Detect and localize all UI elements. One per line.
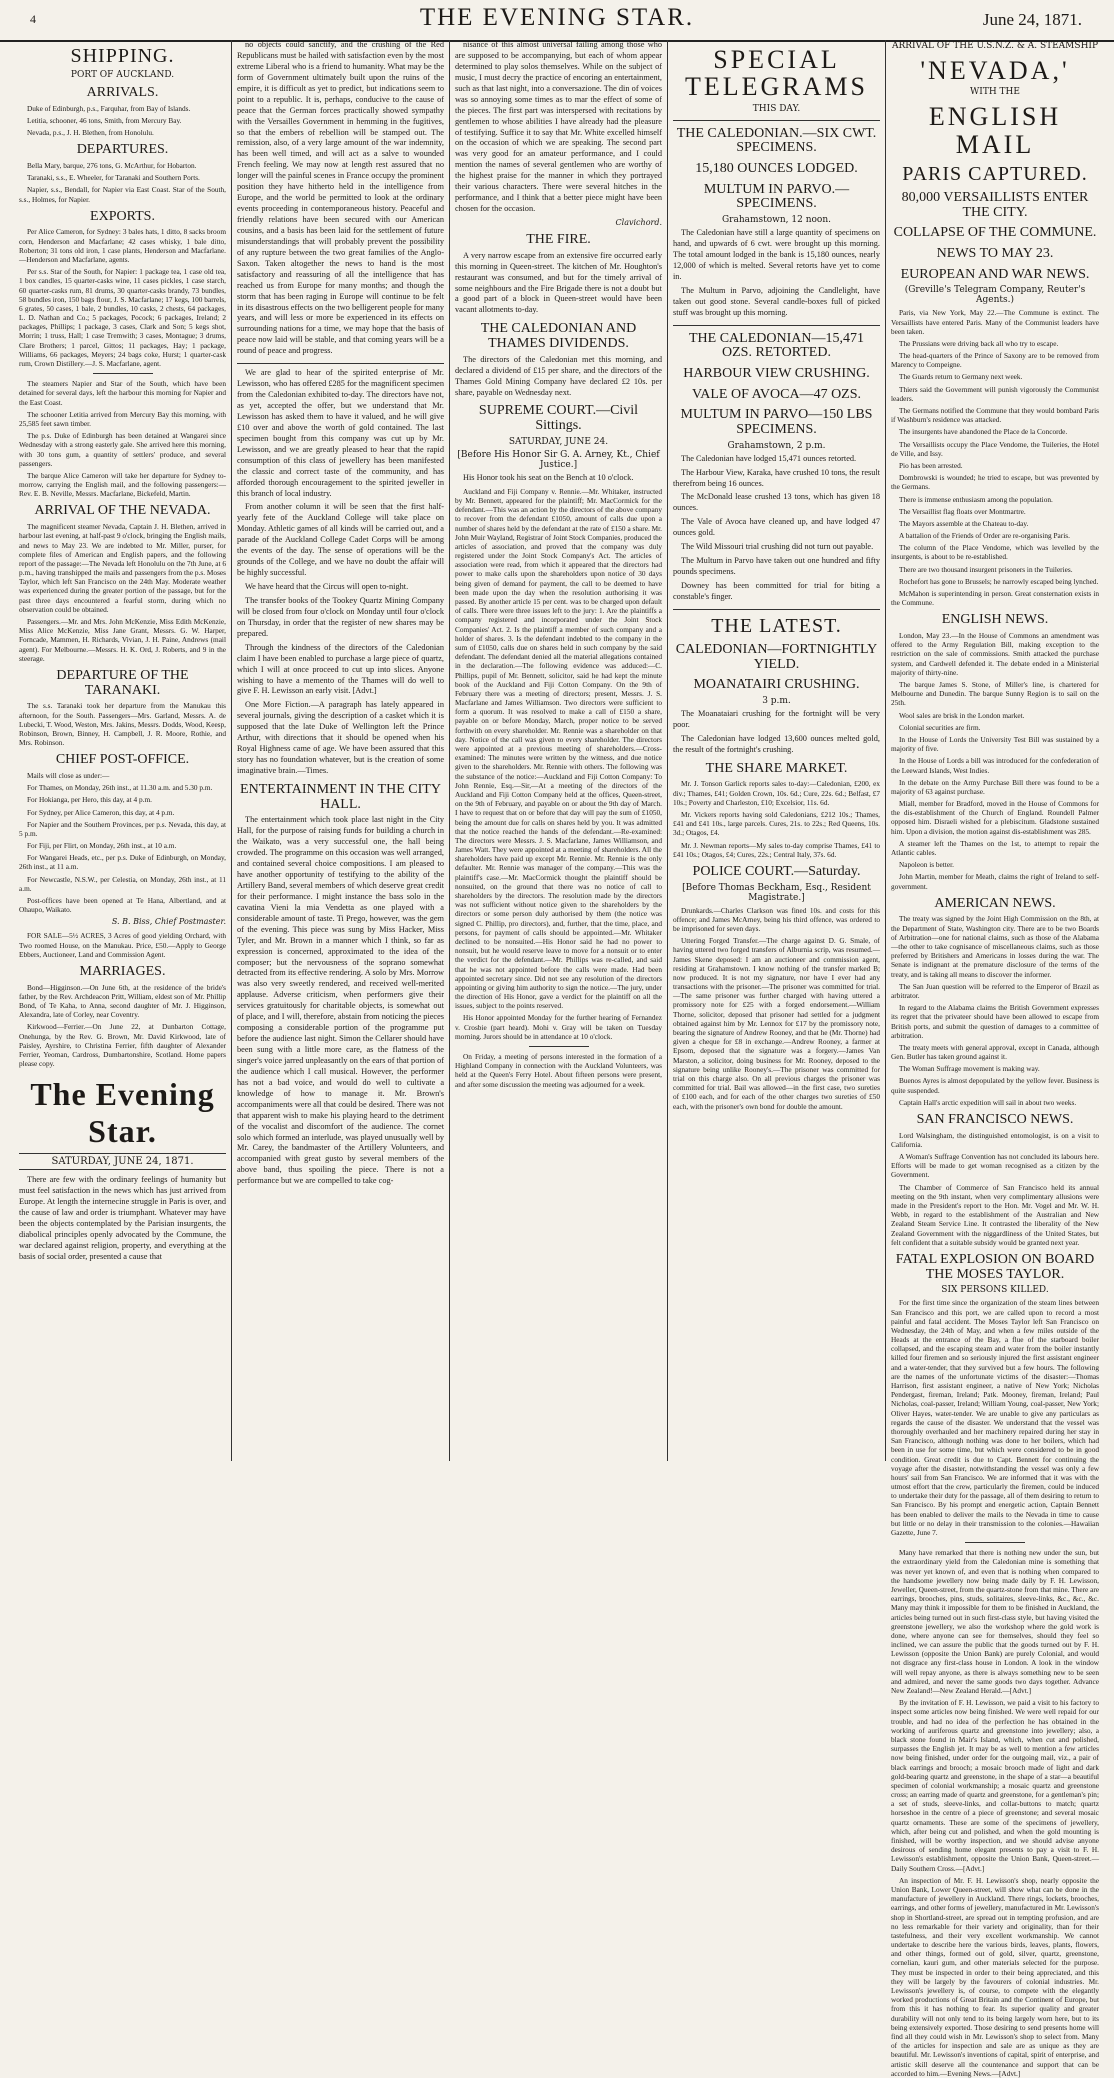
columns <box>14 40 1104 2078</box>
column-3 <box>450 40 668 1461</box>
section-heading: SAN FRANCISCO NEWS. <box>916 1112 1074 1128</box>
article-paragraph: We have heard that the Circus will open to-night. <box>245 582 409 591</box>
article-paragraph: Wool sales are brisk in the London market. <box>899 710 1025 720</box>
section-heading: MOANATAIRI CRUSHING. <box>693 677 860 693</box>
article-paragraph: Bella Mary, barque, 276 tons, G. McArthur, for Hobarton. <box>27 160 197 170</box>
section-heading: AMERICAN NEWS. <box>934 895 1056 911</box>
article-paragraph: The treaty meets with general approval, except in Canada, although Gen. Butler has taken ground against it. <box>891 1042 1099 1062</box>
section-heading: MARRIAGES. <box>79 963 166 979</box>
section-heading: ARRIVAL OF THE NEVADA. <box>34 503 211 519</box>
section-heading: THE CALEDONIAN AND THAMES DIVIDENDS. <box>480 321 637 351</box>
article-paragraph: Auckland and Fiji Company v. Rennie.—Mr. Whitaker, instructed by Mr. Bennett, appeared for the plaintiff; Mr. MacCormick for the defendant.—This was an action by the directors of the above company to recover from the defendant £1050, amount of calls due upon a number of shares held by the defendant at the rate of £150 a share. Mr. John Muir Wayland, Registrar of Joint Stock Companies, produced the articles of association, and proved that the company was duly registered under the Joint Stock Company's Act. The articles of association were read, from which it appeared that the directors had power to make calls upon the shareholders upon notice of 30 days being given of demand for payment, the call to be deemed to have been made upon the day when the resolution authorising it was passed. By another article 15 per cent. was to be charged upon default of calls. There were three issues left to the jury: 1. Are the plaintiffs a company registered and incorporated under the Joint Stock Companies' Act. 2. Is the plaintiff a member of such company and a holder of shares. 3. Is the defendant indebted to the company in the sum of £1050, calls due on shares held in such company by the said defendant. The defendant denied all the material allegations contained in the declaration.—The following evidence was adduced:—C. Phillips, pupil of Mr. Bennett, solicitor, said he had kept the minute book of the Auckland and Fiji Cotton Company. On the 9th of February there was a meeting of directors; present, Messrs. J. S. Macfarlane and James Williamson. Two directors were sufficient to form a quorum. It was resolved to make a call of £150 a share, payable on or before Monday, March, proper notice to be served forthwith on every shareholder. Mr. Rennie was a shareholder on that day. Notice of the call was given to every shareholder. The directors were appointed at a previous meeting of shareholders.—Cross-examined: The minutes were written by the witness, and due notice given to the shareholders. Mr. Rennie with others. The following was the substance of the notice:—Auckland and Fiji Cotton Company: To John Rennie, Esq.—Sir,—At a meeting of the directors of the Auckland and Fiji Cotton Company held at the offices, Queen-street, on the 9th of February, and payable on or about the 9th day of March. I have to request that on or before that day will pay the sum of £1050, being the amount due for calls on shares held by you. It was admitted that the notice reached the hands of the defendant.—Re-examined: The directors were Messrs. J. S. Macfarlane, James Williamson, and James Watt. They were appointed at a meeting of shareholders. All the shareholders have paid up except Mr. Rennie. Mr. Rennie is the only defaulter. Mr. Rennie was manager of the company.—This was the plaintiff's case.—Mr. MacCormick thought the plaintiff should be nonsuited, on the ground that there was no notice of call to shareholders by the directors. The resolution made by the directors was not sufficient without notice given to the shareholders by the directors or some person duly authorised by them (the notice was signed C. Phillip, pro directors), and, further, that the time, place, and persons, for payment of calls should be appointed.—Mr. Whitaker declined to be nonsuited.—His Honor said he had no power to nonsuit, but he would reserve leave to move for a nonsuit or to enter the verdict for the defendant.—Mr. Phillips was re-called, and said that he was not appointed before the calls were made. Had been appointed secretary since. Did not see any resolution of the directors appointing or giving him authority to sign the notice.—The jury, under the direction of His Honor, gave a verdict for the plaintiff on all the issues, subject to the points reserved. <box>455 486 662 1011</box>
article-paragraph: Letitia, schooner, 46 tons, Smith, from Mercury Bay. <box>27 115 182 125</box>
article-paragraph: There are few with the ordinary feelings of humanity but must feel satisfaction in the news which has just arrived from Europe. At length the internecine struggle in Paris is over, and the cause of law and order is triumphant. Whatever may have been the objects contemplated by the Parisian insurgents, the diabolical principles openly advocated by the Commune, the war declared against religion, property, and everything at the basis of social order, presented a cause that <box>19 1175 226 1261</box>
article-paragraph: Rochefort has gone to Brussels; he narrowly escaped being lynched. <box>899 576 1099 586</box>
article-paragraph: The Woman Suffrage movement is making way. <box>899 1064 1040 1074</box>
article-paragraph: His Honor took his seat on the Bench at 10 o'clock. <box>463 472 634 482</box>
article-paragraph: The barque James S. Stone, of Miller's line, is chartered for Melbourne and Dunedin. The barque Sunny Region is to sail on the 25th. <box>891 680 1099 708</box>
masthead <box>0 0 1114 42</box>
article-paragraph: The Versaillists occupy the Place Vendome, the Tuileries, the Hotel de Ville, and Issy. <box>891 439 1099 458</box>
article-paragraph: The San Juan question will be referred to the Emperor of Brazil as arbitrator. <box>891 981 1099 1000</box>
issue-date: June 24, 1871. <box>982 10 1082 29</box>
article-paragraph: We are glad to hear of the spirited enterprise of Mr. Lewisson, who has offered £285 for the magnificent specimen from the Caledonian exhibited to-day. The directors have not, as yet, accepted the offer, but we understand that Mr. Lewisson has asked them to have it valued, and he will give £10 over and above the worth of gold contained. The last specimen bought from this company was cut up by Mr. Lewisson, and we are greatly pleased to hear that the rapid consumption of this class of jewellery has been manifested the classic and correct taste of the community, and has afforded thorough encouragement to the spirited jeweller in this branch of local industry. <box>237 368 444 498</box>
article-paragraph: On Friday, a meeting of persons interested in the formation of a Highland Company in connection with the Auckland Volunteers, was held at the Queen's Ferry Hotel. About fifteen persons were present, and after some discussion the meeting was adjourned for a week. <box>455 1052 662 1089</box>
article-paragraph: Lord Walsingham, the distinguished entomologist, is on a visit to California. <box>891 1130 1099 1149</box>
subheading: SIX PERSONS KILLED. <box>941 1285 1049 1296</box>
article-paragraph: no objects could sanctify, and the crushing of the Red Republicans must be hailed with satisfaction even by the most extreme Liberal who is a friend to humanity. What may be the form of Government ultimately built upon the ruins of the empire, it is difficult as yet to predict, but indications seem to point to a republic. It is, perhaps, conducive to the cause of peace that the German forces practically showed sympathy with the Versailles Government in hemming in the fugitives, so that the embers of rebellion will be stamped out. The remission, also, of a very large amount of the war indemnity, has been well timed, and will act as a salve to wounded French feeling. We may now at length rest assured that no longer will the painful scenes in France occupy the prominent position they have hitherto held in the intelligence from Europe, and the world be permitted to look at the ordinary events proceeding in contemporaneous history. Peaceful and friendly relations have been secured with our American cousins, and a basis has been laid for the settlement of future misunderstandings that will probably prevent the possibility of any rupture between the two great families of the Anglo-Saxon. Taken altogether the news to hand is the most satisfactory and reassuring of all the intelligence that has reached us from Europe for many months; and though the storm that has been raging in Europe will continue to be felt in its disastrous effects on the two belligerent people for many years, and will less or more be experienced in its effects on surrounding nations for a time, we may hope that the basis of peace now laid will be stable, and that coming years will be a round of peace and progress. <box>237 40 444 356</box>
column-4 <box>668 40 886 1461</box>
article-paragraph: There is immense enthusiasm among the population. <box>899 494 1053 504</box>
article-paragraph: Nevada, p.s., J. H. Blethen, from Honolulu. <box>27 128 154 138</box>
article-paragraph: FOR SALE—5½ ACRES, 3 Acres of good yielding Orchard, with Two roomed House, on the Manukau. Price, £50.—Apply to George Ebbers, Auctioneer, Land and Commission Agent. <box>19 931 226 959</box>
section-heading: MULTUM IN PARVO—150 LBS SPECIMENS. <box>680 407 873 437</box>
subheading: [Before Thomas Beckham, Esq., Resident Magistrate.] <box>682 882 871 903</box>
subheading: THIS DAY. <box>752 103 801 114</box>
article-paragraph: For Fiji, per Flirt, on Monday, 26th inst., at 10 a.m. <box>27 841 177 851</box>
section-heading: CALEDONIAN—FORTNIGHTLY YIELD. <box>675 641 878 672</box>
article-paragraph: Paris, via New York, May 22.—The Commune is extinct. The Versaillists have entered Paris. Many of the Communist leaders have been taken. <box>891 308 1099 336</box>
article-paragraph: The schooner Letitia arrived from Mercury Bay this morning, with 25,585 feet sawn timber. <box>19 409 226 428</box>
article-paragraph: An inspection of Mr. F. H. Lewisson's shop, nearly opposite the Union Bank, Lower Queen-street, will show what can be done in the manufacture of jewellery in Auckland. There rings, lockets, brooches, earrings, and other forms of jewellery, manufactured in Mr. Lewisson's shop in Shortland-street, are spread out in tempting profusion, and are no less remarkable for their variety and originality, than for their tastefulness, and their very excellent workmanship. We cannot undertake to describe here the various birds, leaves, plants, flowers, and other things, formed out of gold, silver, quartz, greenstone, cornelian, kauri gum, and other materials selected for the purpose. They must be inspected in order to their being appreciated, and this they will be largely by the favourers of colonial industries. Mr. Lewisson's jewellery is, of course, to compete with the elegantly worked productions of Great Britain and the Continent of Europe, but from this it has nothing to fear. Its superior quality and greater durability will not only tend to its being largely worn here, but to its being extensively exported. Those desiring to send presents home will find all they could wish in Mr. Lewisson's shop to select from. Many of the articles for inspection and sale are as unique as they are beautiful. Mr. Lewisson's inventions of capital, spirit of enterprise, and artistic skill deserve all the countenance and support that can be accorded to him.—Evening News.—[Advt.] <box>891 1875 1099 2078</box>
article-paragraph: Post-offices have been opened at Te Hana, Albertland, and at Ohaupo, Waikato. <box>19 896 226 915</box>
article-paragraph: A very narrow escape from an extensive fire occurred early this morning in Queen-street. The kitchen of Mr. Houghton's restaurant was consumed, and but for the timely arrival of some neighbours and the Fire Brigade there is not a doubt but a good part of a block in Queen-street would have been vacant allotments to-day. <box>455 250 662 315</box>
article-paragraph: The Multum in Parvo have taken out one hundred and fifty pounds specimens. <box>673 556 880 577</box>
paper-nameplate: The Evening Star. <box>30 1076 215 1150</box>
subheading: Grahamstown, 2 p.m. <box>727 440 826 451</box>
article-paragraph: Miall, member for Bradford, moved in the House of Commons for the dis-establishment of the Church of England. Roundell Palmer opposed him. Disraeli wished for a plebiscitum. Gladstone sustained him. Upon a division, the motion against dis-establishment was 285. <box>891 799 1099 836</box>
section-heading: THE FIRE. <box>526 232 591 247</box>
signature: S. B. Biss, Chief Postmaster. <box>111 917 226 927</box>
article-paragraph: Drunkards.—Charles Clarkson was fined 10s. and costs for this offence; and James McArney, being his third offence, was ordered to be imprisoned for seven days. <box>673 905 880 933</box>
column-1 <box>14 40 232 1461</box>
article-paragraph: Uttering Forged Transfer.—The charge against D. G. Smale, of having uttered two forged transfers of Alburnia scrip, was resumed.—James Skene deposed: I am an auctioneer and commission agent, residing at Grahamstown. I know nothing of the transfer marked B; now produced. It is not my signature, nor have I ever had any transactions with the prisoner.—The prisoner was committed for trial.—The same prisoner was further charged with having uttered a promissory note for £25 with a forged endorsement.—William Thorne, solicitor, deposed that prisoner had settled for a judgment obtained against him by Mr. Lennox for £17 by the promissory note, bearing the signature of Andrew Rooney, and that he (Mr. Thorne) had given a cheque for £8 in exchange.—Andrew Rooney, a farmer at Epsom, deposed that the signature was a forgery.—James Van Marston, a solicitor, doing business for Mr. Rooney, deposed to the signature being unlike Rooney's.—The prisoner was committed for trial on this charge also. On all previous charges the prisoner was committed for trial. Bail was allowed—in the first case, two sureties of £100 each, and for each of the other charges two sureties of £50 each, with the prisoner's own bond for double the amount. <box>673 936 880 1111</box>
article-paragraph: The Vale of Avoca have cleaned up, and have lodged 47 ounces gold. <box>673 517 880 538</box>
section-heading: ENGLISH NEWS. <box>941 612 1049 628</box>
subheading: PORT OF AUCKLAND. <box>70 70 175 80</box>
subheading: [Before His Honor Sir G. A. Arney, Kt., Chief Justice.] <box>457 449 660 470</box>
section-heading: SPECIAL TELEGRAMS <box>685 45 868 102</box>
section-rule <box>93 373 153 374</box>
article-paragraph: In the House of Lords a bill was introduced for the confederation of the Leeward Islands, West Indies. <box>891 756 1099 775</box>
section-heading: VALE OF AVOCA—47 OZS. <box>691 386 862 402</box>
column-6-continuation <box>891 1113 1099 2078</box>
section-heading: POLICE COURT.—Saturday. <box>692 863 861 879</box>
subheading: WITH THE <box>970 87 1020 98</box>
article-paragraph: nisance of this almost universal failing among those who are supposed to be accompanying, but each of whom appear determined to play solos themselves. While on the subject of music, I must decry the practice of encoring an entertainment, such as that last night, into a conversazione. The din of voices was so annoying some times as to mar the effect of some of the pieces. The first part was interspersed with recitations by gentlemen to whose abilities I have already had the pleasure of testifying. Suffice it to say that Mr. White excelled himself on the occasion of which we are speaking. The second part was very good for an amateur performance, and I could mention the names of several gentlemen who are worthy of the highest praise for the manner in which they portrayed their various characters. There were several hitches in the performance, and I think that a better piece might have been chosen for the occasion. <box>455 40 662 214</box>
section-rule <box>673 609 880 610</box>
article-paragraph: Mr. J. Tonson Garlick reports sales to-day:—Caledonian, £200, ex div.; Thames, £41; Golden Crown, 10s. 6d.; Cure, 22s. 6d.; Belfast, £7 10s.; Poverty and Charleston, £10; Excelsior, 11s. 6d. <box>673 779 880 807</box>
section-rule <box>529 1046 589 1047</box>
article-paragraph: The McDonald lease crushed 13 tons, which has given 18 ounces. <box>673 492 880 513</box>
article-paragraph: The Moanataiari crushing for the fortnight will be very poor. <box>673 708 880 729</box>
article-paragraph: Passengers.—Mr. and Mrs. John McKenzie, Miss Edith McKenzie, Miss Alice McKenzie, Miss Jane Grant, Messrs. G. W. Harper, Forncade, Mammen, H. Richards, Vivian, J. H. Paine, Andrews (mail agent). For Melbourne.—Messrs. H. K. Ord, J. Roberts, and 9 in the steerage. <box>19 617 226 663</box>
article-paragraph: A Woman's Suffrage Convention has not concluded its labours here. Efforts will be made to get woman recognised as a citizen by the Government. <box>891 1152 1099 1180</box>
article-paragraph: The insurgents have abandoned the Place de la Concorde. <box>899 427 1068 437</box>
article-paragraph: Per Alice Cameron, for Sydney: 3 bales hats, 1 ditto, 8 sacks broom corn, Henderson and Macfarlane; 42 cases whisky, 1 bale ditto, Roberton; 31 tons old iron, 1 case plants, Henderson and Macfarlane.—Henderson and Macfarlane, agents. <box>19 227 226 264</box>
article-paragraph: The magnificent steamer Nevada, Captain J. H. Blethen, arrived in harbour last evening, at half-past 9 o'clock, bringing the English mails, and news to May 23. We are indebted to Mr. Miller, purser, for complete files of American and English papers, and the following report of the passage:—The Nevada left Honolulu on the 7th June, at 6 p.m., having transhipped the mails and passengers from the p.s. Moses Taylor, which left San Francisco on the 24th May. Moderate weather was experienced during the greater portion of the passage, but for the past three days encountered a fearful storm, during which no observation could be obtained. <box>19 522 226 614</box>
article-paragraph: The Harbour View, Karaka, have crushed 10 tons, the result therefrom being 16 ounces. <box>673 467 880 488</box>
page-number: 4 <box>30 12 36 26</box>
article-paragraph: The Germans notified the Commune that they would bombard Paris if Washburn's residence was attacked. <box>891 406 1099 425</box>
article-paragraph: In regard to the Alabama claims the British Government expresses its regret that the privateer should have been allowed to escape from British ports, and submit the question of damages to a committee of arbitration. <box>891 1003 1099 1040</box>
section-rule <box>237 363 444 364</box>
article-paragraph: The Caledonian have lodged 15,471 ounces retorted. <box>681 453 857 463</box>
article-paragraph: The transfer books of the Tookey Quartz Mining Company will be closed from four o'clock on Monday until four o'clock on Thursday, in order that the register of new shares may be prepared. <box>237 595 444 638</box>
article-paragraph: Duke of Edinburgh, p.s., Farquhar, from Bay of Islands. <box>27 103 191 113</box>
article-paragraph: The head-quarters of the Prince of Saxony are to be removed from Marency to Compeigne. <box>891 351 1099 370</box>
section-heading: EXPORTS. <box>90 208 155 224</box>
article-paragraph: For Sydney, per Alice Cameron, this day, at 4 p.m. <box>27 807 175 817</box>
article-paragraph: Per s.s. Star of the South, for Napier: 1 package tea, 1 case old tea, 1 box candles, 15 quarter-casks wine, 11 cases pickles, 1 case starch, 60 quarter-casks rum, 81 drums, 30 quarter-casks brandy, 73 bundles, 58 bundles iron, 150 bags flour, J. S. Macfarlane; 17 kegs, 100 barrels, 6 grates, 50 cases, 1 bale, 2 bundles, 10 casks, 2 chests, 64 packages, L. D. Nathan and Co.; 5 packages, Pocock; 6 packages, Ireland; 2 packages, Phillips; 1 package, 3 cases, Clark and Son; 5 kegs shot, Morrin; 1 truss, Hall; 1 case Tremwith; 3 cases, Montague; 3 drums, Clare Brothers; 1 parcel, Gittos; 11 packages, Hay; 1 package, Williams, 66 packages, Meyers; 24 bags coke, Hurst; 1 quarter-cask rum, Crown Distillery.—J. S. Macfarlane, agent. <box>19 267 226 368</box>
article-paragraph: One More Fiction.—A paragraph has lately appeared in several journals, giving the description of a casket which it is supposed that the late Duke of Wellington left the Prince Arthur, with directions that it should be opened when his Royal Highness came of age. We have been assured that this story has no foundation whatever, but is the creation of some imaginative brain.—Times. <box>237 700 444 775</box>
article-paragraph: Napier, s.s., Bendall, for Napier via East Coast. Star of the South, s.s., Holmes, for Napier. <box>19 185 226 204</box>
article-paragraph: A battalion of the Friends of Order are re-organising Paris. <box>899 531 1070 541</box>
section-heading: NEWS TO MAY 23. <box>936 245 1054 261</box>
section-heading: EUROPEAN AND WAR NEWS. <box>900 266 1090 282</box>
section-heading: THE CALEDONIAN—15,471 OZS. RETORTED. <box>689 330 864 361</box>
article-paragraph: The barque Alice Cameron will take her departure for Sydney to-morrow, carrying the English mail, and the following passengers:—Rev. E. B. Neville, Messrs. Macfarlane, Bickefeld, Martin. <box>19 470 226 499</box>
article-paragraph: The Guards return to Germany next week. <box>899 372 1023 382</box>
section-heading: SUPREME COURT.—Civil Sittings. <box>478 403 639 434</box>
section-heading: DEPARTURE OF THE TARANAKI. <box>56 667 189 698</box>
article-paragraph: Taranaki, s.s., E. Wheeler, for Taranaki and Southern Ports. <box>27 173 200 183</box>
newspaper-title: THE EVENING STAR. <box>419 4 695 31</box>
article-paragraph: The Multum in Parvo, adjoining the Candlelight, have taken out good stone. Several candle-boxes full of picked stuff was brought up this morning. <box>673 285 880 317</box>
article-paragraph: Kirkwood—Ferrier.—On June 22, at Dunbarton Cottage, Onehunga, by the Rev. G. Brown, Mr. David Kirkwood, late of Paisley, Ayrshire, to Christina Ferrier, fifth daughter of Alexander Ferrier, Yeoman, Cardross, Dumbartonshire, Scotland. Home papers please copy. <box>19 1022 226 1069</box>
section-heading: MULTUM IN PARVO.—SPECIMENS. <box>703 181 850 212</box>
section-heading: CHIEF POST-OFFICE. <box>55 752 190 768</box>
article-paragraph: The Caledonian have lodged 13,600 ounces melted gold, the result of the fortnight's crushing. <box>673 733 880 754</box>
section-heading: SHIPPING. <box>70 45 175 67</box>
section-heading: 80,000 VERSAILLISTS ENTER THE CITY. <box>901 189 1089 220</box>
issue-dateline: SATURDAY, JUNE 24, 1871. <box>19 1153 226 1170</box>
subheading: ARRIVAL OF THE U.S.N.Z. & A. STEAMSHIP <box>891 41 1099 51</box>
article-paragraph: The Versaillist flag floats over Montmartre. <box>899 506 1026 516</box>
section-heading: COLLAPSE OF THE COMMUNE. <box>893 225 1097 241</box>
subheading: (Greville's Telegram Company, Reuter's Agents.) <box>904 285 1086 306</box>
article-paragraph: The Wild Missouri trial crushing did not turn out payable. <box>681 542 874 552</box>
section-heading: 'NEVADA,' <box>920 56 1070 85</box>
article-paragraph: John Martin, member for Meath, claims the right of Ireland to self-government. <box>891 872 1099 891</box>
article-paragraph: The treaty was signed by the Joint High Commission on the 8th, at the Department of State, Washington city. There are to be two Boards of Arbitration—one for national claims, such as those of the Alabama—the other to take cognisance of miscellaneous claims, such as those preferred by Britishers and Americans in losses during the war. The Senate is indignant at the premature disclosure of the terms of the treaty, and is taking all means to discover the informer. <box>891 914 1099 979</box>
article-paragraph: From another column it will be seen that the first half-yearly fete of the Auckland College will take place on Monday. Athletic games of all kinds will be carried out, and a parade of the Auckland College Cadet Corps will be among the events of the day. The sense of operations will be the grounds of the College, and we have no doubt the affair will be highly successful. <box>237 502 444 578</box>
article-paragraph: For Hokianga, per Hero, this day, at 4 p.m. <box>27 795 152 805</box>
article-paragraph: McMahon is superintending in person. Great consternation exists in the Commune. <box>891 589 1099 608</box>
column-5 <box>886 40 1104 2078</box>
article-paragraph: For Wangarei Heads, etc., per p.s. Duke of Edinburgh, on Monday, 26th inst., at 11 a.m. <box>19 853 226 872</box>
article-paragraph: For Napier and the Southern Provinces, per p.s. Nevada, this day, at 5 p.m. <box>19 819 226 838</box>
article-paragraph: Downey has been committed for trial for biting a constable's finger. <box>673 581 880 601</box>
section-rule <box>673 120 880 121</box>
article-paragraph: Dombrowski is wounded; he tried to escape, but was prevented by the Germans. <box>891 473 1099 492</box>
article-paragraph: For the first time since the organization of the steam lines between San Francisco and this port, we are called upon to record a most painful and fatal accident. The Moses Taylor left San Francisco on Wednesday, the 24th of May, and when a few miles outside of the Heads at the entrance of the Bay, a flue of the starboard boiler collapsed, and the escaping steam and water from the boiler instantly killed four firemen and so seriously injured the first assistant engineer and a water-tender, that they survived but a few hours. The following are the names of the unfortunate victims of the disaster:—Thomas Harrison, first assistant engineer, a native of New York; Nicholas Pendergast, fireman, Ireland; Patk. Mooney, fireman, Ireland; Paul Nicholas, coal-passer, Ireland; William Young, coal-passer, New York; Oliver Hayes, water-tender. We are unable to give any particulars as regards the cause of the disaster. We understand that the vessel was thoroughly overhauled and her machinery repaired during her stay in San Francisco, although nothing was done to her boilers, which had been in use for some time, but which were considered to be in good condition. Great credit is due to Capt. Bennett for continuing the voyage after the disaster, notwithstanding the vessel was only a few hours' sail from San Francisco. We are informed that it was with the utmost effort that the crew, particularly the firemen, could be induced to undertake their duty for the passage, all of them desiring to return to San Francisco. By his prompt and energetic action, Captain Bennett has been enabled to deliver the mails to the Nevada in time to cause but little or no delay in their transmission to the colonies.—Hawaiian Gazette, June 7. <box>891 1298 1099 1538</box>
article-paragraph: In the House of Lords the University Test Bill was sustained by a majority of five. <box>891 734 1099 754</box>
article-paragraph: Thiers said the Government will punish vigorously the Communist leaders. <box>891 384 1099 403</box>
article-paragraph: A steamer left the Thames on the 1st, to attempt to repair the Atlantic cables. <box>891 838 1099 858</box>
section-heading: ENGLISH MAIL <box>928 102 1062 159</box>
article-paragraph: There are two thousand insurgent prisoners in the Tuileries. <box>899 564 1073 574</box>
article-paragraph: Through the kindness of the directors of the Caledonian claim I have been enabled to purchase a large piece of quartz, which I will at once proceed to cut up into slices. Anyone wishing to have a memento of the Thames will do well to give F. H. Lewisson an early visit. [Advt.] <box>237 642 444 696</box>
article-paragraph: Captain Hall's arctic expedition will sail in about two weeks. <box>899 1097 1077 1107</box>
article-paragraph: For Newcastle, N.S.W., per Celestia, on Monday, 26th inst., at 11 a.m. <box>19 874 226 893</box>
article-paragraph: The steamers Napier and Star of the South, which have been detained for several days, left the harbour this morning for Napier and the East Coast. <box>19 379 226 407</box>
article-paragraph: The column of the Place Vendome, which was levelled by the insurgents, is about to be re-established. <box>891 543 1099 562</box>
section-heading: ARRIVALS. <box>86 85 159 100</box>
section-heading: DEPARTURES. <box>76 142 169 158</box>
section-heading: FATAL EXPLOSION ON BOARD THE MOSES TAYLOR. <box>895 1251 1095 1282</box>
section-heading: PARIS CAPTURED. <box>902 162 1088 185</box>
signature: Clavichord. <box>615 218 662 227</box>
article-paragraph: The Prussians were driving back all who try to escape. <box>899 338 1059 348</box>
column-2 <box>232 40 450 1461</box>
article-paragraph: The Caledonian have still a large quantity of specimens on hand, and upwards of 6 cwt. were brought up this morning. The total amount lodged in the bank is 15,180 ounces, nearly 12,000 of which is melted. Several retorts have yet to come in. <box>673 228 880 281</box>
section-heading: HARBOUR VIEW CRUSHING. <box>683 365 870 381</box>
article-paragraph: Buenos Ayres is almost depopulated by the yellow fever. Business is quite suspended. <box>891 1076 1099 1095</box>
section-heading: ENTERTAINMENT IN THE CITY HALL. <box>240 781 441 812</box>
section-rule <box>673 325 880 326</box>
article-paragraph: In the debate on the Army Purchase Bill there was found to be a majority of 63 against purchase. <box>891 777 1099 796</box>
article-paragraph: Mr. J. Newman reports—My sales to-day comprise Thames, £41 to £41 10s.; Otagos, £4; Cures, 22s.; Central Italy, 37s. 6d. <box>673 840 880 859</box>
article-paragraph: Many have remarked that there is nothing new under the sun, but the extraordinary yield from the Caledonian mine is something that was never yet known of, and even that is nothing when compared to the handsome jewellery now being made daily by F. H. Lewisson, Jeweller, Queen-street, from the quartz-stone from that mine. There are earrings, brooches, pins, studs, solitaires, sleeve-links, &c., &c., &c. Many may think it impossible for them to be finished in Auckland, the articles being turned out in such first-class style, but having visited the greenstone jewellery, we also the workshop where the gold work is done, where anyone can see for themselves, should they feel so inclined, we can assure the public that the goods turned out by F. H. Lewisson (opposite the Union Bank) are purely Colonial, and would not disgrace any first-class house in London. A look in the window will well repay anyone, as there is always something new to be seen and admired, and never the same goods two days together. Advance New Zealand!—New Zealand Herald.—[Advt.] <box>891 1548 1099 1696</box>
subheading: SATURDAY, JUNE 24. <box>508 436 609 447</box>
article-paragraph: By the invitation of F. H. Lewisson, we paid a visit to his factory to inspect some articles now being finished. We were well repaid for our trouble, and had no idea of the perfection he has obtained in the working of auriferous quartz and greenstone into jewellery; also, a black stone found in Mair's Island, which, when cut and polished, surpasses the English jet. It may be as well to mention a few articles now being finished, under order for the outgoing mail, viz., a pair of black earrings and brooch; a mosaic brooch made of light and dark gold-bearing quartz and greenstone, in the shape of a star—a beautiful specimen of colonial workmanship; a mosaic quartz and greenstone cross; an earring made of quartz and greenstone, for a gentleman's pin; a set of studs, sleeve-links, and collar-buttons to match; quartz horseshoe in the centre of a piece of greenstone; and several mosaic quartz ornaments. These are some of the specimens of jewellery, which, after being cut and polished, and when the gold mounting is finished, will be worthy inspection, and we should advise anyone desirous of sending home elegant presents to pay a visit to F. H. Lewisson's establishment, opposite the Union Bank, Queen-street.—Daily Southern Cross.—[Advt.] <box>891 1698 1099 1873</box>
article-paragraph: Pio has been arrested. <box>899 460 963 470</box>
article-paragraph: For Thames, on Monday, 26th inst., at 11.30 a.m. and 5.30 p.m. <box>27 783 213 793</box>
article-paragraph: The Chamber of Commerce of San Francisco held its annual meeting on the 9th instant, when very complimentary allusions were made in the President's report to the Hon. Mr. Vogel and Mr. W. H. Webb, in regard to the establishment of the Australian and New Zealand Steam Service Line. It contrasted the liberality of the New Zealand Government with the niggardliness of the United States, but felt confident that a suitable subsidy would be granted next year. <box>891 1182 1099 1247</box>
article-paragraph: The Mayors assemble at the Chateau to-day. <box>899 518 1029 528</box>
section-rule <box>965 1542 1025 1543</box>
article-paragraph: Mails will close as under:— <box>27 770 110 780</box>
section-heading: THE LATEST. <box>711 614 842 637</box>
section-heading: 15,180 OUNCES LODGED. <box>695 160 858 176</box>
article-paragraph: The entertainment which took place last night in the City Hall, for the purpose of raising funds for building a church in the Waikato, was a very successful one, the hall being crowded. The programme on this occasion was well arranged, and contained several choice compositions. I am pleased to have another opportunity of testifying to the ability of the Artillery Band, several members of which deserve great credit for their performance. I might instance the bass solo in the cavatina Vieni la mia Vendetta as one played with a considerable amount of taste. Ti Prego, however, was the gem of the evening. This piece was sung by Miss Hacker, Miss Tyler, and Mr. Brown in a manner which I think, so far as expression is concerned, approximated to the idea of the composer; but the nervousness of the soprano somewhat detracted from its effective rendering. A solo by Mrs. Morrow was also very sweetly rendered, and received well-merited applause. Adverse criticism, when performers give their services gratuitously for charitable objects, is somewhat out of place, and I will, therefore, abstain from noticing the pieces composing a considerable portion of the programme put before the audience last night. Simon the Cellarer should have been sung with a little more care, as the flatness of the singer's voice jarred unpleasantly on the ears of that portion of the audience which I call musical. However, the performer has not a bad voice, and would do well to cultivate a knowledge of how to manage it. Mr. Brown's accompaniments were all that could be desired. There was not that apparent wish to make his playing heard to the detriment of the vocalist and discomfort of the audience. The cornet solo which formed an interlude, was played unusually well by Mr. Carey, the bandmaster of the Artillery Volunteers, and accompanied with great gusto by several members of the above band, thus spoiling the piece. There is not a performance but we are compelled to take cog- <box>237 815 445 1186</box>
section-heading: THE CALEDONIAN.—SIX CWT. SPECIMENS. <box>676 125 877 156</box>
article-paragraph: The s.s. Taranaki took her departure from the Manukau this afternoon, for the South. Passengers—Mrs. Garland, Messrs. A. de Lubecki, T. Wood, Weston, Mrs. Jakins, Messrs. Dodds, Wood, Keesp, Robinson, Brown, Binney, H. Campbell, J. R. Moore, Rothie, and Mrs. Robinson. <box>19 701 226 748</box>
section-heading: THE SHARE MARKET. <box>705 760 848 776</box>
article-paragraph: Colonial securities are firm. <box>899 722 981 732</box>
subheading: Grahamstown, 12 noon. <box>721 215 832 226</box>
article-paragraph: His Honor appointed Monday for the further hearing of Fernandez v. Crosbie (part heard). Mohi v. Gray will be taken on Tuesday morning. Jurors should be in attendance at 10 o'clock. <box>455 1013 662 1041</box>
subheading: 3 p.m. <box>762 695 791 706</box>
article-paragraph: The directors of the Caledonian met this morning, and declared a dividend of £15 per share, and the directors of the Thames Gold Mining Company have declared £2 10s. per share, payable on Wednesday next. <box>455 354 662 397</box>
article-paragraph: London, May 23.—In the House of Commons an amendment was offered to the Army Regulation Bill, making exception to the restriction on the sale of commissions. Smith attacked the purchase system, and Cardwell defended it. The debate ended in a Ministerial majority of thirty-nine. <box>891 631 1099 677</box>
article-paragraph: Napoleon is better. <box>899 860 954 870</box>
article-paragraph: Mr. Vickers reports having sold Caledonians, £212 10s.; Thames, £41 and £41 10s., large parcels. Cures, 21s. to 22s.; Red Queens, 10s. 3d.; Otagos, £4. <box>673 809 880 838</box>
article-paragraph: Bond—Higginson.—On June 6th, at the residence of the bride's father, by the Rev. Archdeacon Pritt, William, eldest son of Mr. Phillip Bond, of Te Kaha, to Anna, second daughter of Mr. J. Higginson, Alexandra, late of Corley, near Coventry. <box>19 982 226 1020</box>
article-paragraph: The p.s. Duke of Edinburgh has been detained at Wangarei since Wednesday with a strong easterly gale. She arrived here this morning, with 30 tons gum, a quantity of settlers' produce, and several passengers. <box>19 431 226 468</box>
